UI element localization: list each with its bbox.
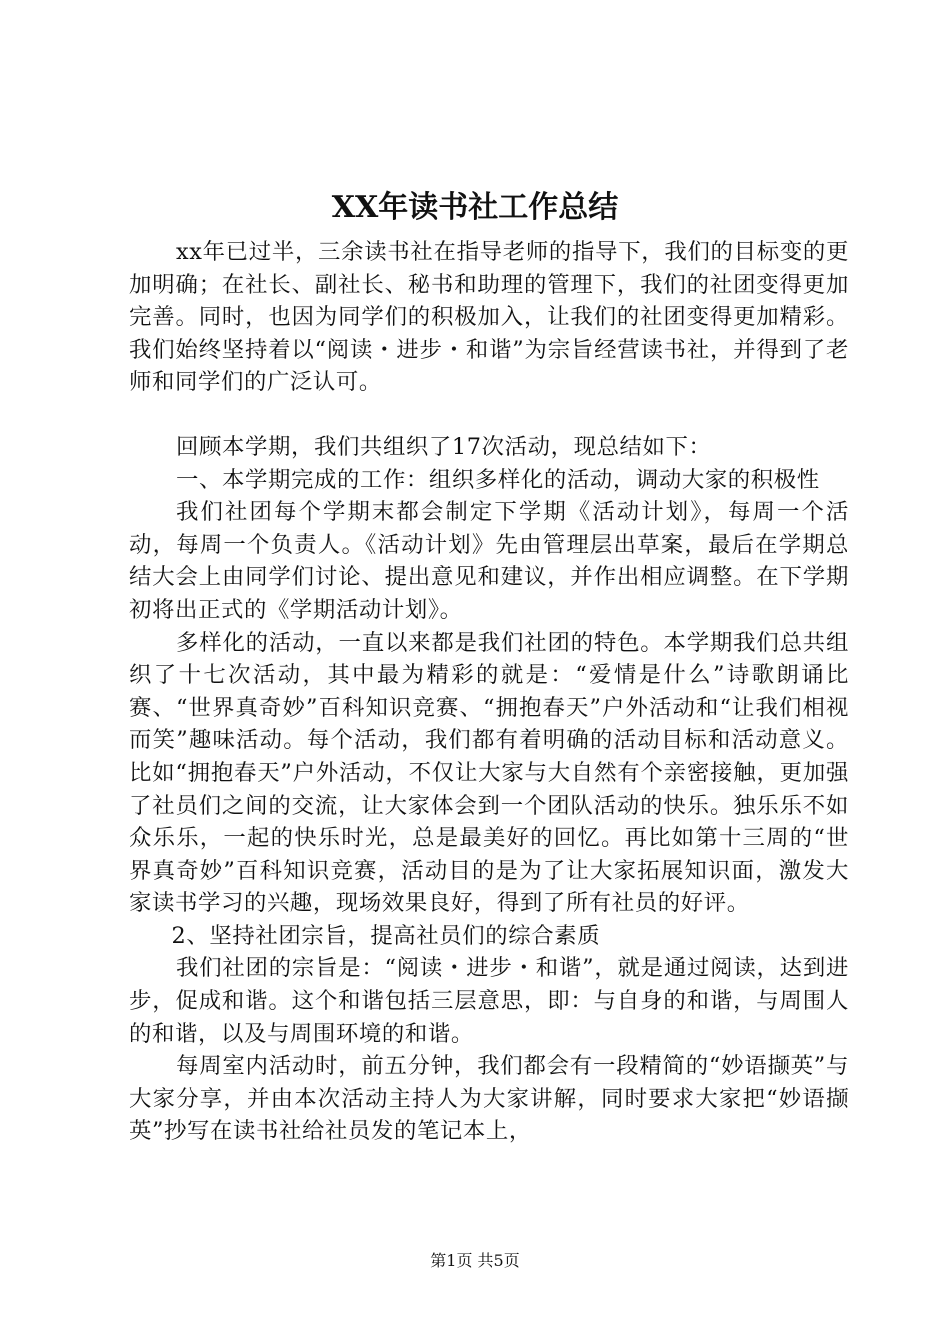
page-footer: 第1页 共5页 [430, 1251, 520, 1270]
section-heading-2: 2、坚持社团宗旨，提高社员们的综合素质 [171, 922, 601, 949]
paragraph-activities: 多样化的活动，一直以来都是我们社团的特色。本学期我们总共组织了十七次活动，其中最为精彩的就是：“爱情是什么”诗歌朗诵比赛、“世界真奇妙”百科知识竞赛、“拥抱春天”户外活动和“让我们相视而笑”趣味活动。每个活动，我们都有着明确的活动目标和活动意义。比如“拥抱春天”户外活动，不仅让大家与大自然有个亲密接触，更加强了社员们之间的交流，让大家体会到一个团队活动的快乐。独乐乐不如众乐乐，一起的快乐时光，总是最美好的回忆。再比如第十三周的“世界真奇妙”百科知识竞赛，活动目的是为了让大家拓展知识面，激发大家读书学习的兴趣，现场效果良好，得到了所有社员的好评。 [129, 629, 849, 917]
paragraph-intro: xx年已过半，三余读书社在指导老师的指导下，我们的目标变的更加明确；在社长、副社长、秘书和助理的管理下，我们的社团变得更加完善。同时，也因为同学们的积极加入，让我们的社团变得更加精彩。我们始终坚持着以“阅读・进步・和谐”为宗旨经营读书社，并得到了老师和同学们的广泛认可。 [129, 239, 849, 396]
paragraph-review: 回顾本学期，我们共组织了17次活动，现总结如下： [176, 433, 712, 460]
document-body [129, 236, 849, 1148]
paragraph-plan: 我们社团每个学期末都会制定下学期《活动计划》，每周一个活动，每周一个负责人。《活动计划》先由管理层出草案，最后在学期总结大会上由同学们讨论、提出意见和建议，并作出相应调整。在下学期初将出正式的《学期活动计划》。 [129, 499, 849, 623]
paragraph-weekly: 每周室内活动时，前五分钟，我们都会有一段精简的“妙语撷英”与大家分享，并由本次活动主持人为大家讲解，同时要求大家把“妙语撷英”抄写在读书社给社员发的笔记本上， [129, 1053, 849, 1145]
document-title: XX年读书社工作总结 [331, 190, 619, 225]
paragraph-purpose: 我们社团的宗旨是：“阅读・进步・和谐”，就是通过阅读，达到进步，促成和谐。这个和谐包括三层意思，即：与自身的和谐，与周围人的和谐，以及与周围环境的和谐。 [129, 955, 849, 1047]
section-heading-1: 一、本学期完成的工作：组织多样化的活动，调动大家的积极性 [176, 466, 820, 493]
